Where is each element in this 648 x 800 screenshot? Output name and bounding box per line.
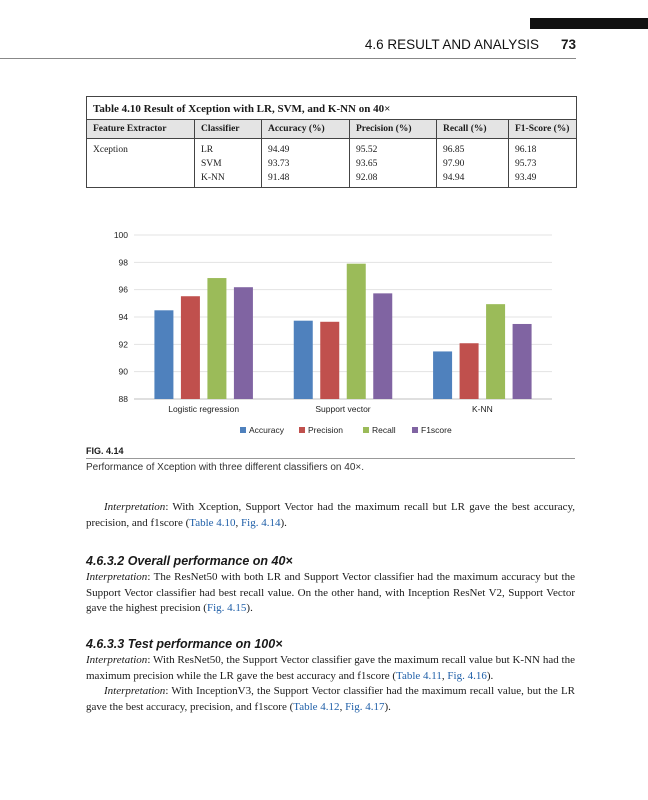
col-header: Precision (%) <box>350 120 437 139</box>
legend-label: F1score <box>421 425 452 435</box>
bar <box>234 287 253 399</box>
header-bar <box>530 18 648 29</box>
table-grid <box>87 119 576 187</box>
figure-link[interactable]: Fig. 4.15 <box>206 602 247 614</box>
section-heading-4-6-3-2: 4.6.3.2 Overall performance on 40× <box>86 554 293 568</box>
col-header: F1-Score (%) <box>509 120 577 139</box>
paragraph-interpretation-3: Interpretation: With ResNet50, the Support Vector classifier gave the maximum recall value but K-NN had the maximum precision while the LR gave the best accuracy and f1score (Table 4.11, Fig. 4.16). <box>86 654 575 682</box>
y-tick-label: 88 <box>118 394 128 404</box>
bar <box>433 351 452 399</box>
figure-link[interactable]: Fig. 4.17 <box>345 700 385 713</box>
bar <box>294 321 313 399</box>
legend-swatch <box>299 427 305 433</box>
col-header: Feature Extractor <box>87 120 195 139</box>
figure-rule <box>86 458 575 459</box>
bar <box>486 304 505 399</box>
cell-recall: 94.94 <box>437 171 509 187</box>
lead-word: Interpretation <box>104 501 166 513</box>
cell-extractor: Xception <box>93 145 128 155</box>
table-link[interactable]: Table 4.10 <box>189 516 236 529</box>
lead-word: Interpretation <box>104 685 166 697</box>
running-head <box>365 37 576 52</box>
header-rule <box>0 58 576 59</box>
bar <box>347 264 366 399</box>
x-tick-label: Logistic regression <box>168 404 240 414</box>
cell-classifier: SVM <box>195 157 262 171</box>
legend-swatch <box>363 427 369 433</box>
cell-precision: 93.65 <box>350 157 437 171</box>
table-link[interactable]: Table 4.12 <box>293 700 340 713</box>
cell-extractor-empty <box>87 171 195 187</box>
cell-classifier: LR <box>195 139 262 158</box>
cell-recall: 97.90 <box>437 157 509 171</box>
y-tick-label: 92 <box>118 339 128 350</box>
x-tick-label: K-NN <box>471 404 493 414</box>
table-row <box>87 139 576 158</box>
cell-precision: 92.08 <box>350 171 437 187</box>
figure-link[interactable]: Fig. 4.14 <box>241 516 281 529</box>
bar-chart <box>86 222 575 444</box>
bar <box>513 324 532 399</box>
cell-f1: 95.73 <box>509 157 577 171</box>
paragraph-interpretation-1: Interpretation: With Xception, Support Vector had the maximum recall but LR gave the best accuracy, precision, and f1score (Table 4.10, Fig. 4.14). <box>86 501 575 529</box>
table-row <box>87 171 576 187</box>
bar <box>460 343 479 399</box>
figure-label: FIG. 4.14 <box>86 446 124 456</box>
page-number: 73 <box>560 37 576 52</box>
legend-label: Recall <box>372 425 396 435</box>
paragraph-interpretation-2: Interpretation: The ResNet50 with both LR and Support Vector classifier had the maximum accuracy but the Support Vector classifier had best recall value. On the other hand, with Inception ResNet V2, Support Vector gave the highest precision (Fig. 4.15). <box>86 571 575 614</box>
cell-precision: 95.52 <box>350 139 437 158</box>
cell-accuracy: 91.48 <box>262 171 350 187</box>
legend-swatch <box>240 427 246 433</box>
bar <box>207 278 226 399</box>
bar <box>373 293 392 399</box>
paragraph-interpretation-4: Interpretation: With InceptionV3, the Support Vector classifier had the maximum recall value, but the LR gave the best accuracy, precision, and f1score (Table 4.12, Fig. 4.17). <box>86 685 575 713</box>
bar <box>181 296 200 399</box>
table-row <box>87 157 576 171</box>
bar <box>154 310 173 399</box>
cell-f1: 96.18 <box>509 139 577 158</box>
results-table <box>86 96 577 188</box>
x-tick-label: Support vector <box>315 404 371 414</box>
y-tick-label: 94 <box>118 312 128 322</box>
legend-label: Accuracy <box>249 425 284 435</box>
y-tick-label: 90 <box>118 366 128 377</box>
cell-accuracy: 93.73 <box>262 157 350 171</box>
cell-accuracy: 94.49 <box>262 139 350 158</box>
figure-caption: Performance of Xception with three different classifiers on 40×. <box>86 462 365 473</box>
y-tick-label: 96 <box>118 284 128 295</box>
col-header: Classifier <box>195 120 262 139</box>
cell-recall: 96.85 <box>437 139 509 158</box>
section-heading-4-6-3-3: 4.6.3.3 Test performance on 100× <box>86 637 283 651</box>
legend-label: Precision <box>308 425 343 435</box>
lead-word: Interpretation <box>86 654 148 666</box>
section-title: 4.6 RESULT AND ANALYSIS <box>364 37 539 52</box>
cell-f1: 93.49 <box>509 171 577 187</box>
y-tick-label: 98 <box>118 257 128 268</box>
table-link[interactable]: Table 4.11 <box>396 669 442 682</box>
col-header: Accuracy (%) <box>262 120 350 139</box>
table-caption: Table 4.10 Result of Xception with LR, SVM, and K-NN on 40× <box>93 103 391 115</box>
figure-link[interactable]: Fig. 4.16 <box>447 669 487 682</box>
cell-extractor-empty <box>87 157 195 171</box>
lead-word: Interpretation <box>86 571 148 583</box>
col-header: Recall (%) <box>437 120 509 139</box>
table-header-row <box>87 120 576 139</box>
bar <box>320 322 339 399</box>
legend-swatch <box>412 427 418 433</box>
cell-classifier: K-NN <box>195 171 262 187</box>
y-tick-label: 100 <box>113 230 128 240</box>
